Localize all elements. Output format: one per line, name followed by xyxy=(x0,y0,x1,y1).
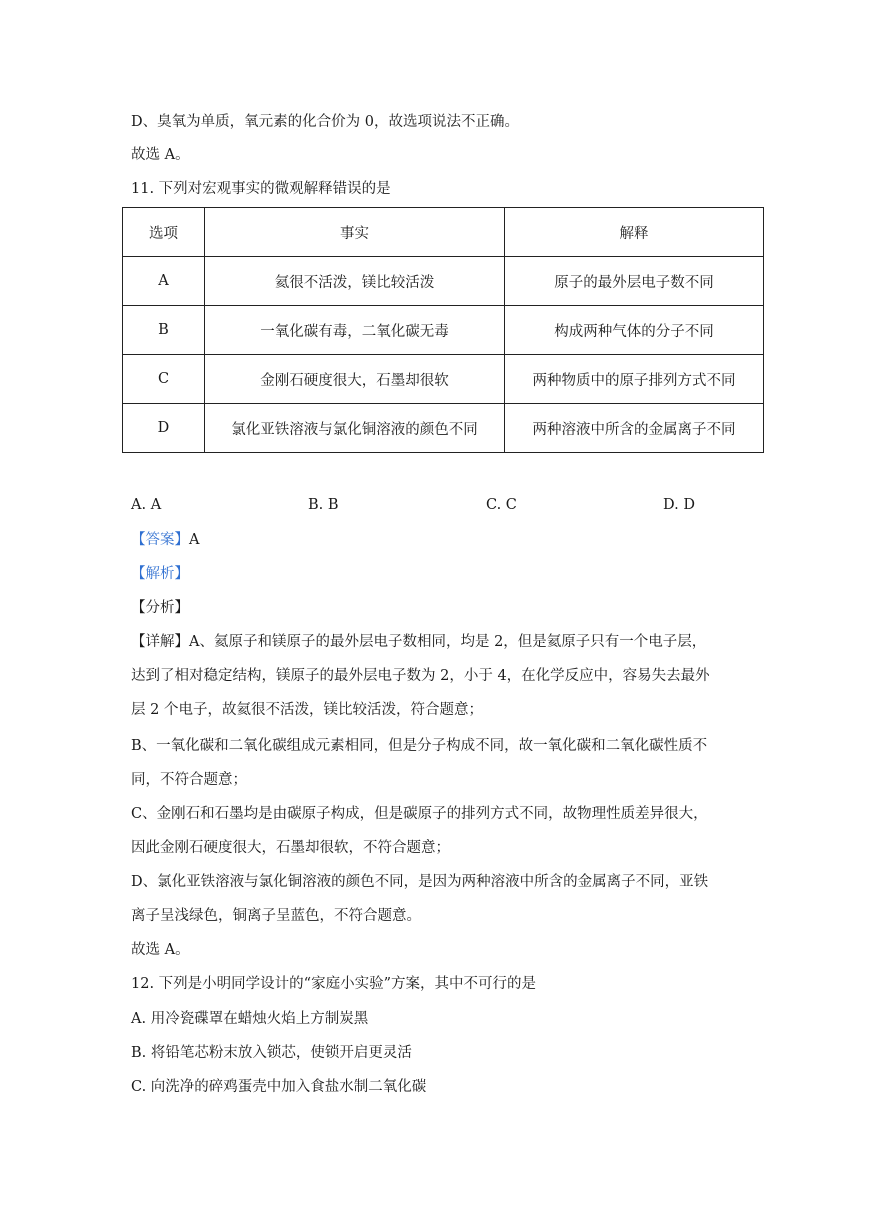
table-cell: 构成两种气体的分子不同 xyxy=(505,306,764,355)
table-header-row xyxy=(123,208,764,257)
table-header-cell: 解释 xyxy=(505,208,764,257)
fenxi-label: 【分析】 xyxy=(131,600,189,616)
detail-conclusion: 故选 A。 xyxy=(131,942,190,958)
question-12-stem: 12. 下列是小明同学设计的“家庭小实验”方案，其中不可行的是 xyxy=(131,976,536,992)
detail-line: 同，不符合题意； xyxy=(131,772,247,788)
table-cell: 两种物质中的原子排列方式不同 xyxy=(505,355,764,404)
question-11-table xyxy=(122,207,764,453)
detail-line: D、氯化亚铁溶液与氯化铜溶液的颜色不同，是因为两种溶液中所含的金属离子不同，亚铁 xyxy=(131,874,709,890)
table-cell: B xyxy=(123,306,205,355)
option-a: A. A xyxy=(131,497,162,513)
table-header-cell: 选项 xyxy=(123,208,205,257)
answer-value: A xyxy=(189,532,200,548)
detail-line: 离子呈浅绿色，铜离子呈蓝色，不符合题意。 xyxy=(131,908,421,924)
detail-label: 【详解】 xyxy=(131,634,189,650)
question-12-option-c: C. 向洗净的碎鸡蛋壳中加入食盐水制二氧化碳 xyxy=(131,1079,427,1095)
line-q10-option-d: D、臭氧为单质，氧元素的化合价为 0，故选项说法不正确。 xyxy=(131,114,519,130)
question-11-stem: 11. 下列对宏观事实的微观解释错误的是 xyxy=(131,181,391,197)
table-header-cell: 事实 xyxy=(205,208,505,257)
table-row xyxy=(123,257,764,306)
line-q10-conclusion: 故选 A。 xyxy=(131,147,190,163)
detail-line: 层 2 个电子，故氦很不活泼，镁比较活泼，符合题意； xyxy=(131,702,483,718)
answer-label: 【答案】 xyxy=(131,532,189,548)
option-d: D. D xyxy=(663,497,695,513)
table-row xyxy=(123,355,764,404)
table-row xyxy=(123,404,764,453)
detail-text: A、氦原子和镁原子的最外层电子数相同，均是 2，但是氦原子只有一个电子层， xyxy=(189,634,707,650)
question-11-options xyxy=(131,497,771,517)
answer-line xyxy=(131,530,199,550)
table-cell: 氦很不活泼，镁比较活泼 xyxy=(205,257,505,306)
detail-line xyxy=(131,632,706,652)
detail-line: 因此金刚石硬度很大，石墨却很软，不符合题意； xyxy=(131,840,450,856)
table-cell: 原子的最外层电子数不同 xyxy=(505,257,764,306)
table-row xyxy=(123,306,764,355)
option-c: C. C xyxy=(486,497,517,513)
table-cell: 氯化亚铁溶液与氯化铜溶液的颜色不同 xyxy=(205,404,505,453)
detail-line: 达到了相对稳定结构，镁原子的最外层电子数为 2，小于 4，在化学反应中，容易失去最外 xyxy=(131,668,710,684)
analysis-label: 【解析】 xyxy=(131,566,189,582)
table-cell: C xyxy=(123,355,205,404)
table-cell: A xyxy=(123,257,205,306)
table-cell: 一氧化碳有毒，二氧化碳无毒 xyxy=(205,306,505,355)
detail-line: C、金刚石和石墨均是由碳原子构成，但是碳原子的排列方式不同，故物理性质差异很大， xyxy=(131,806,708,822)
table-cell: 金刚石硬度很大，石墨却很软 xyxy=(205,355,505,404)
table-cell: D xyxy=(123,404,205,453)
option-b: B. B xyxy=(308,497,339,513)
question-12-option-b: B. 将铅笔芯粉末放入锁芯，使锁开启更灵活 xyxy=(131,1045,412,1061)
question-12-option-a: A. 用冷瓷碟罩在蜡烛火焰上方制炭黑 xyxy=(131,1011,369,1027)
detail-line: B、一氧化碳和二氧化碳组成元素相同，但是分子构成不同，故一氧化碳和二氧化碳性质不 xyxy=(131,738,708,754)
table-cell: 两种溶液中所含的金属离子不同 xyxy=(505,404,764,453)
